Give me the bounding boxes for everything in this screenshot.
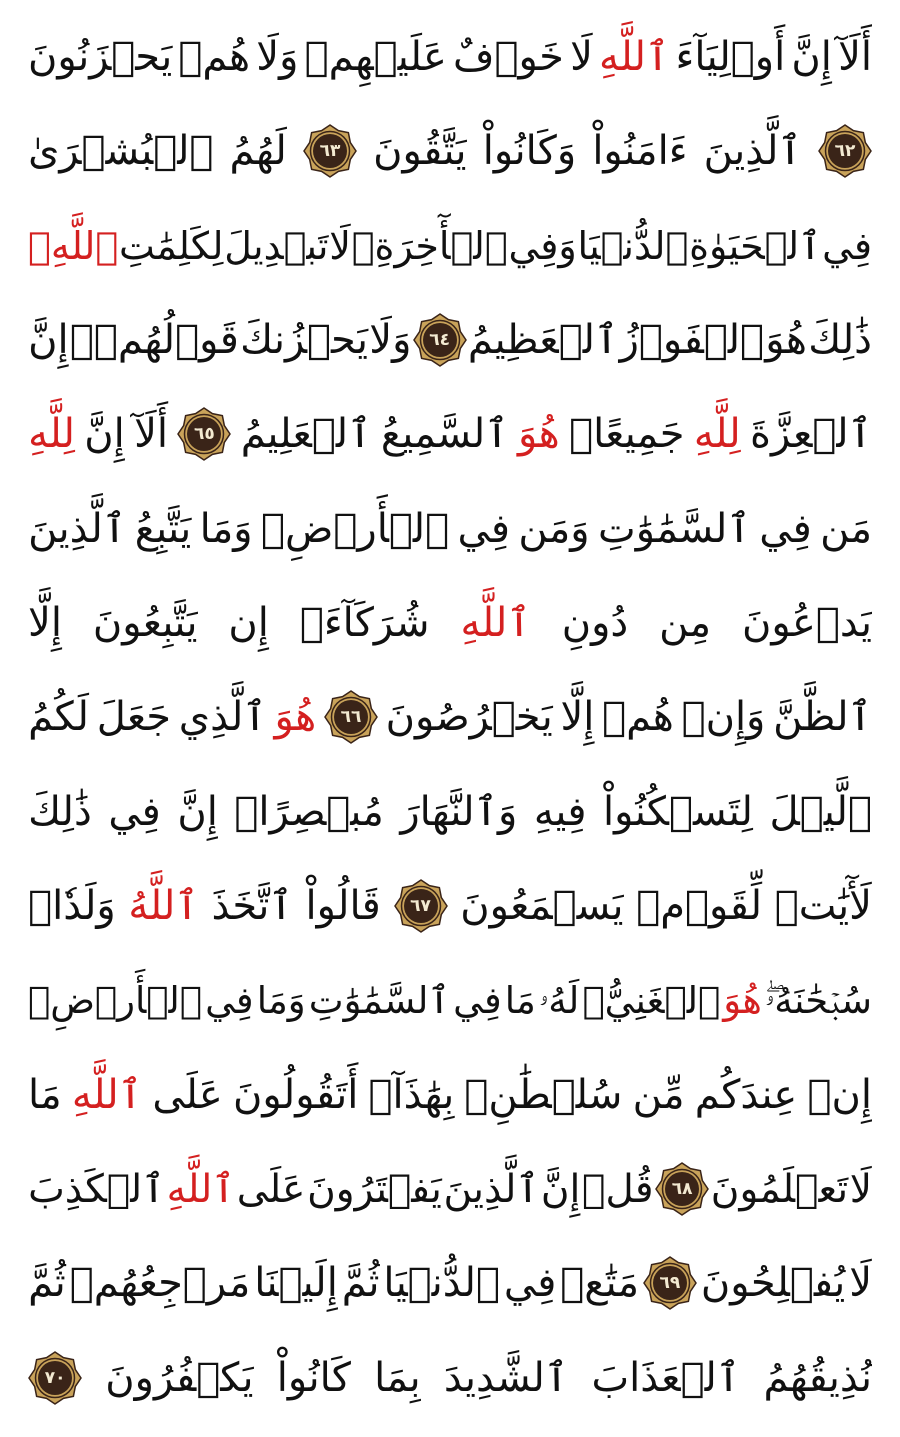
text-line — [28, 584, 872, 662]
verse-word: يَفۡتَرُونَ — [307, 1166, 442, 1212]
divine-name-word: لِلَّهِ — [693, 411, 741, 458]
text-line — [28, 1056, 872, 1134]
verse-word: ٱلۡعَذَابَ — [591, 1354, 741, 1401]
text-line — [28, 867, 872, 945]
verse-word: لَا — [849, 1166, 872, 1212]
verse-word: وَلَا — [369, 317, 412, 364]
verse-word: إِنَّ — [540, 1166, 581, 1212]
verse-word: ٱلۡأَرۡضِۗ — [261, 505, 450, 552]
verse-word: يَخۡرُصُونَ — [385, 694, 553, 741]
ayah-number-marker — [324, 690, 378, 744]
verse-word: سُبۡحَٰنَهُۥۖ — [765, 978, 872, 1022]
verse-word: شُرَكَآءَۚ — [299, 600, 430, 647]
verse-word: جَمِيعًاۚ — [569, 411, 685, 458]
divine-name-word: هُوَ — [723, 978, 762, 1022]
verse-word: عِندَكُم — [694, 1071, 798, 1118]
ayah-number-marker — [643, 1256, 697, 1310]
verse-word: لَا — [849, 1260, 872, 1307]
verse-word: مَا — [28, 1071, 62, 1118]
verse-word: ٱلۡأٓخِرَةِۚ — [351, 223, 508, 268]
text-line — [28, 301, 872, 379]
verse-word: ٱلۡغَنِيُّۖ — [582, 978, 721, 1022]
ayah-number: ٦٦ — [340, 707, 362, 728]
verse-word: يَتَّبِعُ — [134, 505, 192, 552]
verse-word: بِمَا — [374, 1354, 421, 1401]
verse-word: يَدۡعُونَ — [741, 600, 872, 647]
verse-word: لِّقَوۡمٖ — [636, 883, 763, 930]
divine-name-word: ٱللَّهِۚ — [28, 223, 119, 268]
ayah-number: ٧٠ — [44, 1367, 66, 1388]
verse-word: ذَٰلِكَ — [808, 317, 872, 364]
verse-word: لِكَلِمَٰتِ — [119, 223, 224, 268]
verse-word: ٱلۡأَرۡضِۚ — [28, 978, 202, 1022]
verse-word: وَٱلنَّهَارَ — [400, 788, 518, 835]
verse-word: فِي — [205, 978, 254, 1022]
ayah-number-marker — [177, 407, 231, 461]
verse-word: وَمَن — [518, 505, 590, 552]
text-line — [28, 678, 872, 756]
verse-word: ٱلظَّنَّ — [773, 694, 872, 741]
verse-word: مَا — [504, 978, 536, 1022]
verse-word: ٱلَّذِينَ — [28, 505, 127, 552]
verse-word: مُبۡصِرًاۚ — [234, 788, 384, 835]
ayah-number-marker — [818, 124, 872, 178]
verse-word: إِلَيۡنَا — [254, 1260, 338, 1307]
text-line — [28, 395, 872, 473]
verse-word: لِتَسۡكُنُواْ — [603, 788, 753, 835]
verse-word: إِلَّا — [560, 694, 595, 741]
divine-name-word: هُوَ — [518, 411, 560, 458]
verse-word: وَلَا — [256, 34, 299, 80]
verse-word: جَعَلَ — [96, 694, 172, 741]
verse-word: أَلَآ — [134, 411, 169, 458]
verse-word: يُفۡلِحُونَ — [700, 1260, 846, 1307]
verse-word: هُمۡ — [602, 694, 674, 741]
verse-word: خَوۡفٌ — [453, 34, 564, 80]
verse-word: ٱلسَّمِيعُ — [380, 411, 509, 458]
verse-word: سُلۡطَٰنِۭ — [464, 1071, 623, 1118]
verse-word: ٱلسَّمَٰوَٰتِ — [308, 978, 451, 1022]
verse-word: إِنَّ — [791, 34, 832, 80]
verse-word: ٱلۡحَيَوٰةِ — [689, 223, 822, 268]
ayah-number-marker — [28, 1351, 82, 1405]
verse-word: يَتَّبِعُونَ — [92, 600, 198, 647]
verse-word: قُلۡ — [581, 1166, 654, 1212]
verse-word: إِنَّ — [84, 411, 125, 458]
verse-word: ٱلَّذِينَ — [703, 128, 802, 175]
verse-word: ٱلَّذِينَ — [443, 1166, 540, 1212]
verse-word: فِيهِ — [533, 788, 587, 835]
verse-word: دُونِ — [561, 600, 629, 647]
verse-word: بِهَٰذَآۚ — [368, 1071, 455, 1118]
verse-word: وَمَا — [256, 978, 306, 1022]
verse-word: وَفِي — [508, 223, 577, 268]
verse-word: هُوَ — [765, 317, 808, 364]
ayah-number-marker — [413, 313, 467, 367]
verse-word: مَن — [820, 505, 872, 552]
divine-name-word: لِلَّهِ — [28, 411, 75, 458]
verse-word: وَكَانُواْ — [482, 128, 577, 175]
text-line — [28, 961, 872, 1039]
verse-word: إِلَّا — [28, 600, 62, 647]
text-line — [28, 1339, 872, 1417]
verse-word: ٱلۡعِزَّةَ — [750, 411, 872, 458]
verse-word: عَلَيۡهِمۡ — [304, 34, 447, 80]
ayah-number: ٦٩ — [659, 1273, 681, 1294]
verse-word: وَمَا — [199, 505, 253, 552]
verse-word: أَلَآ — [838, 34, 872, 80]
verse-word: إِنَّ — [177, 788, 218, 835]
divine-name-word: ٱللَّهِ — [460, 600, 531, 647]
verse-word: نُذِيقُهُمُ — [763, 1354, 872, 1401]
verse-word: ثُمَّ — [28, 1260, 66, 1307]
verse-word: فِي — [759, 505, 812, 552]
verse-word: ٱلۡفَوۡزُ — [619, 317, 765, 364]
text-line — [28, 1244, 872, 1322]
verse-word: فِي — [503, 1260, 557, 1307]
verse-word: فِي — [457, 505, 510, 552]
verse-word: مَرۡجِعُهُمۡ — [69, 1260, 251, 1307]
ayah-number: ٦٧ — [410, 896, 431, 917]
verse-word: ٱلۡعَلِيمُ — [240, 411, 372, 458]
verse-word: فِي — [453, 978, 502, 1022]
divine-name-word: ٱللَّهِ — [71, 1071, 143, 1118]
ayah-number: ٦٨ — [671, 1179, 693, 1200]
verse-word: ٱلدُّنۡيَا — [577, 223, 689, 268]
ayah-number: ٦٥ — [193, 424, 215, 445]
verse-word: قَوۡلُهُمۡۘ — [69, 317, 239, 364]
verse-word: ءَامَنُواْ — [592, 128, 688, 175]
verse-word: ٱلَّذِي — [178, 694, 267, 741]
divine-name-word: ٱللَّهِ — [166, 1166, 236, 1212]
verse-word: كَانُواْ — [276, 1354, 351, 1401]
verse-word: ٱلدُّنۡيَا — [383, 1260, 500, 1307]
verse-word: عَلَى — [236, 1166, 306, 1212]
verse-word: مِن — [659, 600, 712, 647]
verse-word: لَا — [570, 34, 593, 80]
verse-word: قَالُواْ — [305, 883, 381, 930]
verse-word: ذَٰلِكَ — [28, 788, 92, 835]
verse-word: ثُمَّ — [341, 1260, 380, 1307]
ayah-number-marker — [303, 124, 357, 178]
divine-name-word: ٱللَّهِ — [599, 34, 670, 80]
text-line — [28, 112, 872, 190]
verse-word: ٱلشَّدِيدَ — [443, 1354, 569, 1401]
verse-word: وَلَدٗاۗ — [28, 883, 116, 930]
ayah-number-marker — [655, 1162, 709, 1216]
text-line — [28, 773, 872, 851]
verse-word: مِّن — [632, 1071, 685, 1118]
verse-word: ٱلۡعَظِيمُ — [467, 317, 619, 364]
ayah-number: ٦٤ — [429, 330, 451, 351]
verse-word: وَإِنۡ — [681, 694, 766, 741]
verse-word: لَهُۥ — [538, 978, 580, 1022]
text-line — [28, 490, 872, 568]
verse-word: لَا — [329, 223, 351, 268]
verse-word: ٱلسَّمَٰوَٰتِ — [598, 505, 751, 552]
verse-word: إِنَّ — [28, 317, 69, 364]
verse-word: إِنۡ — [807, 1071, 872, 1118]
verse-word: يَحۡزَنُونَ — [28, 34, 173, 80]
ayah-number: ٦٢ — [834, 141, 856, 162]
verse-word: هُمۡ — [178, 34, 251, 80]
text-line — [28, 207, 872, 285]
verse-word: إِن — [228, 600, 269, 647]
verse-word: فِي — [108, 788, 161, 835]
verse-word: أَوۡلِيَآءَ — [675, 34, 786, 80]
text-line — [28, 18, 872, 96]
verse-word: لَهُمُ — [229, 128, 287, 175]
divine-name-word: هُوَ — [274, 694, 317, 741]
verse-word: يَتَّقُونَ — [373, 128, 467, 175]
verse-word: لَأٓيَٰتٖ — [774, 883, 872, 930]
ayah-number: ٦٣ — [319, 141, 341, 162]
ayah-number-marker — [394, 879, 448, 933]
verse-word: مَتَٰعٞ — [560, 1260, 640, 1307]
verse-word: ٱلۡكَذِبَ — [28, 1166, 165, 1212]
verse-word: تَعۡلَمُونَ — [710, 1166, 849, 1212]
divine-name-word: ٱللَّهُ — [128, 883, 199, 930]
text-line — [28, 1150, 872, 1228]
verse-word: ٱلَّيۡلَ — [769, 788, 872, 835]
verse-word: ٱتَّخَذَ — [211, 883, 293, 930]
verse-word: يَكۡفُرُونَ — [105, 1354, 254, 1401]
verse-word: أَتَقُولُونَ — [232, 1071, 359, 1118]
verse-word: ٱلۡبُشۡرَىٰ — [28, 128, 214, 175]
verse-word: عَلَى — [152, 1071, 223, 1118]
verse-word: يَحۡزُنكَ — [240, 317, 369, 364]
verse-word: لَكُمُ — [28, 694, 89, 741]
verse-word: يَسۡمَعُونَ — [460, 883, 624, 930]
verse-word: فِي — [822, 223, 872, 268]
verse-word: تَبۡدِيلَ — [224, 223, 329, 268]
